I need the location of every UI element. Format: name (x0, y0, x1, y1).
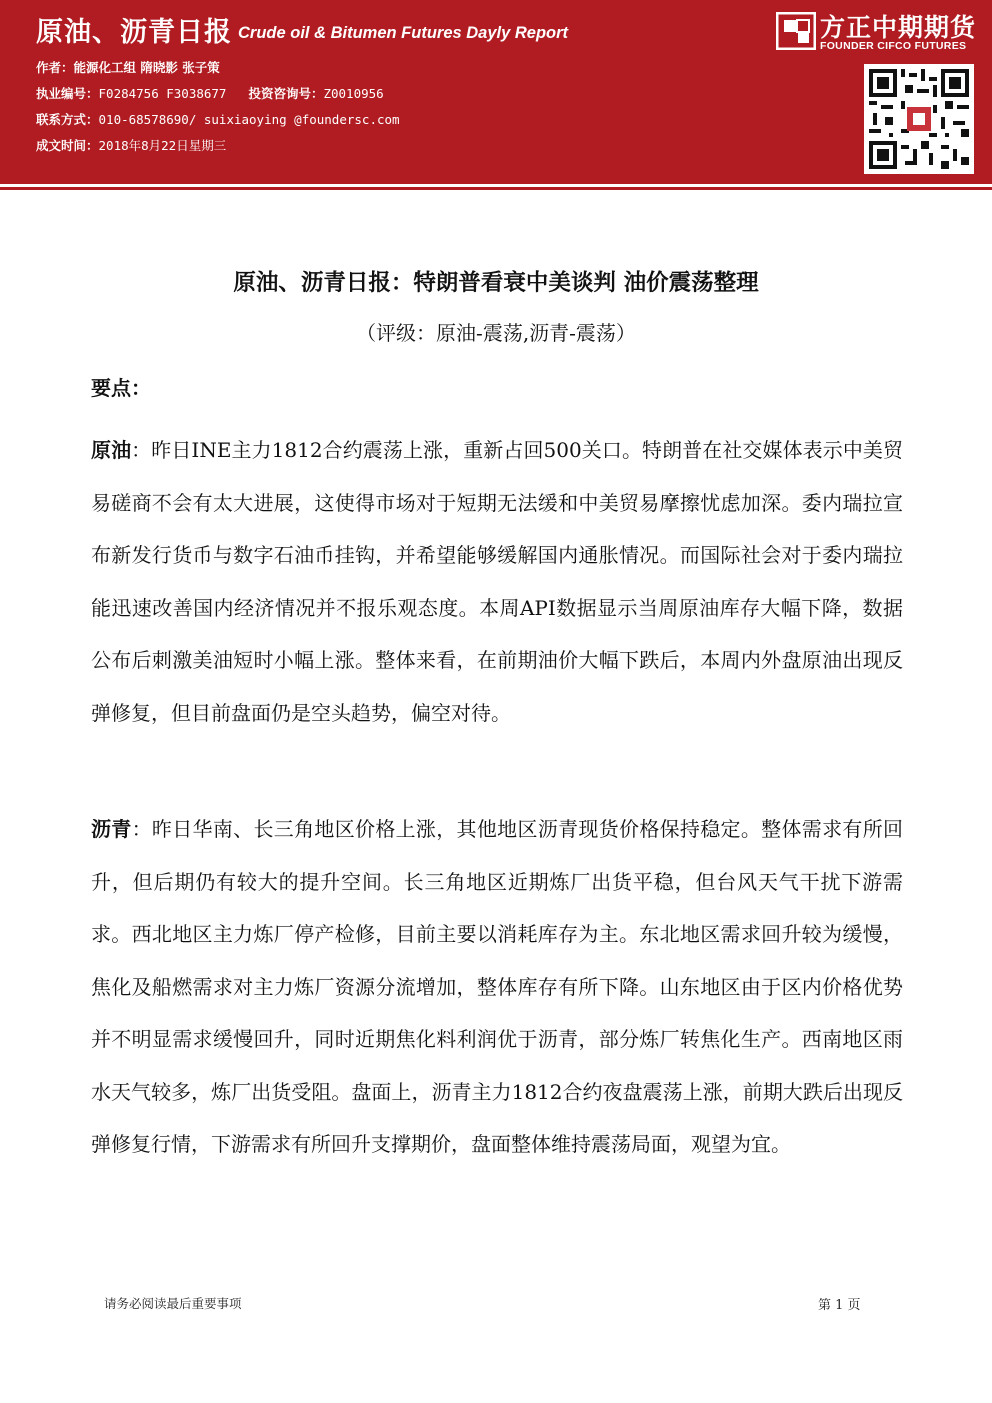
bitumen-paragraph (91, 803, 903, 1171)
qr-code-icon (864, 64, 974, 174)
page-number: 第 1 页 (818, 1298, 861, 1313)
crude-oil-paragraph (91, 424, 903, 739)
contact-value: 010-68578690/ suixiaoying @foundersc.com (98, 112, 400, 127)
consult-label: 投资咨询号： (248, 86, 324, 101)
keypoints-heading: 要点： (91, 376, 151, 400)
bitumen-lead: 沥青 (91, 817, 132, 841)
license-line (36, 84, 384, 102)
crude-oil-text: ：昨日INE主力1812合约震荡上涨，重新占回500关口。特朗普在社交媒体表示中美贸易磋商不会有太大进展，这使得市场对于短期无法缓和中美贸易摩擦忧虑加深。委内瑞拉宣布新发行货币与数字石油币挂钩，并希望能够缓解国内通胀情况。而国际社会对于委内瑞拉能迅速改善国内经济情况并不报乐观态度。本周API数据显示当周原油库存大幅下降，数据公布后刺激美油短时小幅上涨。整体来看，在前期油价大幅下跌后，本周内外盘原油出现反弹修复，但目前盘面仍是空头趋势，偏空对待。 (91, 438, 904, 725)
crude-oil-lead: 原油 (91, 438, 132, 462)
date-line (36, 136, 226, 154)
header-divider (0, 187, 992, 190)
author-label: 作者： (36, 60, 74, 75)
logo-text-cn: 方正中期期货 (820, 13, 977, 42)
header-banner (0, 0, 992, 184)
report-title (36, 10, 568, 49)
author-line (36, 58, 220, 76)
footer-notice: 请务必阅读最后重要事项 (104, 1296, 242, 1311)
contact-label: 联系方式： (36, 112, 99, 127)
bitumen-text: ：昨日华南、长三角地区价格上涨，其他地区沥青现货价格保持稳定。整体需求有所回升，但后期仍有较大的提升空间。长三角地区近期炼厂出货平稳，但台风天气干扰下游需求。西北地区主力炼厂停产检修，目前主要以消耗库存为主。东北地区需求回升较为缓慢，焦化及船燃需求对主力炼厂资源分流增加，整体库存有所下降。山东地区由于区内价格优势并不明显需求缓慢回升，同时近期焦化料利润优于沥青，部分炼厂转焦化生产。西南地区雨水天气较多，炼厂出货受阻。盘面上，沥青主力1812合约夜盘震荡上涨，前期大跌后出现反弹修复行情，下游需求有所回升支撑期价，盘面整体维持震荡局面，观望为宜。 (91, 817, 904, 1156)
company-logo (776, 8, 986, 56)
contact-line (36, 110, 400, 128)
report-title-cn: 原油、沥青日报 (36, 17, 232, 48)
consult-value: Z0010956 (323, 86, 384, 101)
license-value: F0284756 F3038677 (98, 86, 227, 101)
date-value: 2018年8月22日星期三 (98, 138, 227, 153)
author-value: 能源化工组 隋晓影 张子策 (73, 60, 220, 75)
document-title: 原油、沥青日报：特朗普看衰中美谈判 油价震荡整理 (233, 270, 759, 296)
license-label: 执业编号： (36, 86, 99, 101)
founder-logo-icon (776, 12, 816, 50)
document-rating: （评级：原油-震荡,沥青-震荡） (356, 321, 636, 345)
date-label: 成文时间： (36, 138, 99, 153)
report-title-en: Crude oil & Bitumen Futures Dayly Report (238, 24, 569, 42)
logo-text-en: FOUNDER CIFCO FUTURES (820, 40, 967, 52)
